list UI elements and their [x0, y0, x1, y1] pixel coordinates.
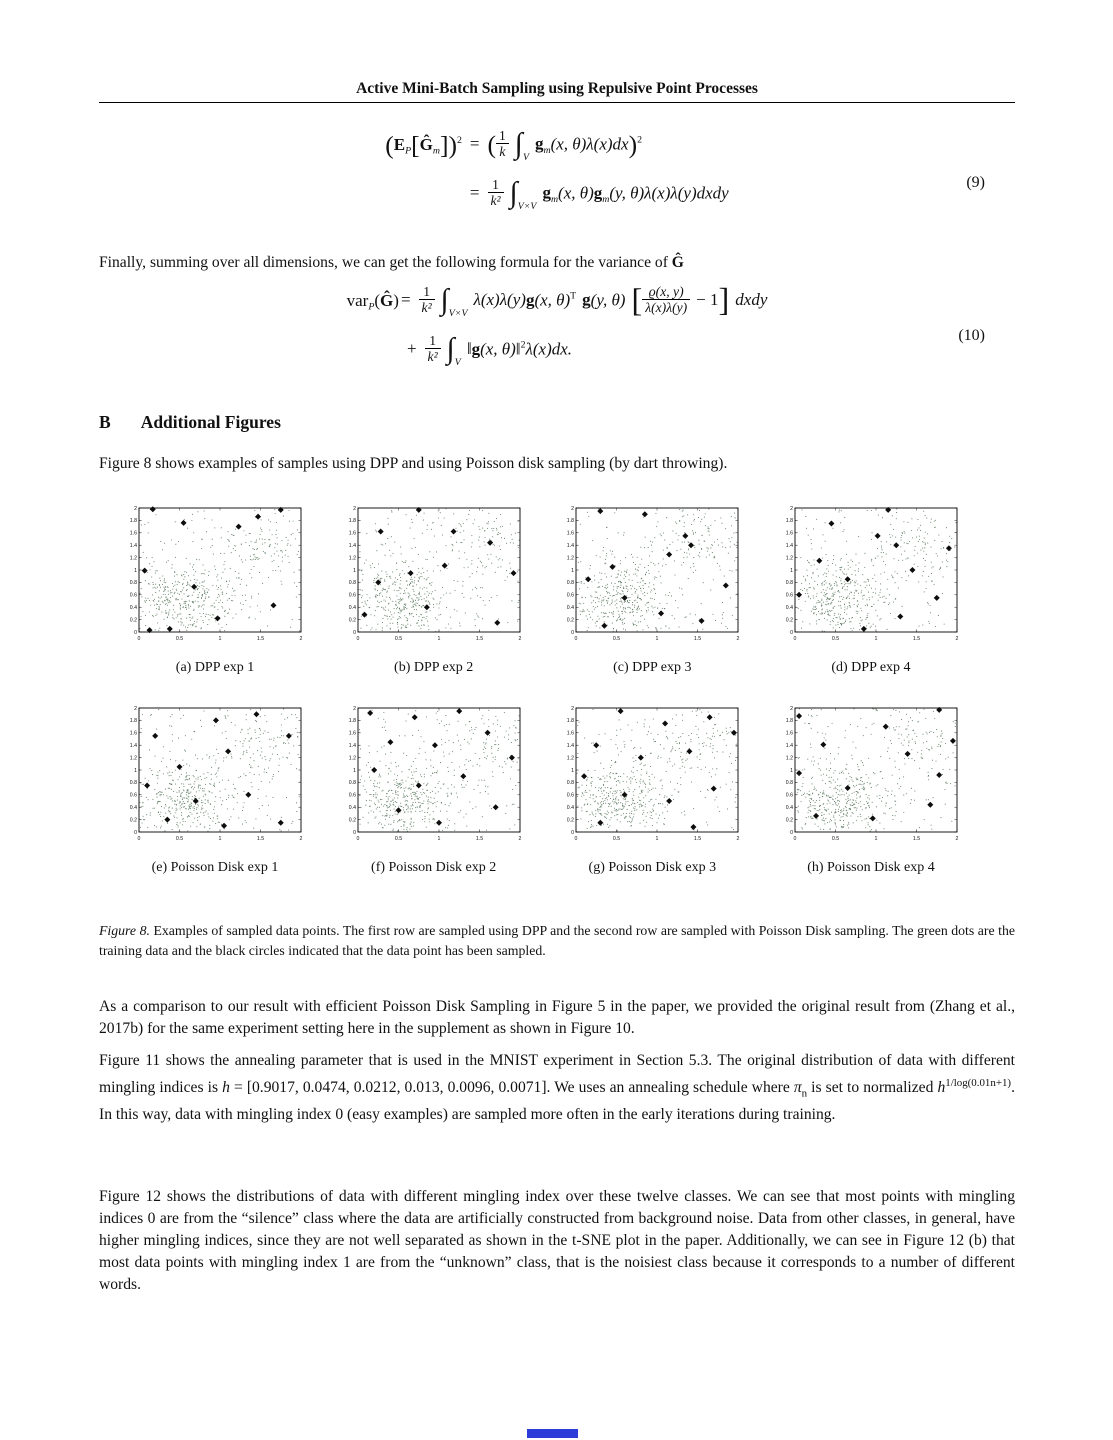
svg-text:0.5: 0.5	[394, 836, 402, 842]
svg-text:0: 0	[793, 636, 797, 642]
svg-text:1: 1	[874, 636, 878, 642]
svg-text:1: 1	[790, 767, 793, 774]
plot-caption: (h) Poisson Disk exp 4	[807, 860, 935, 875]
paragraph-comparison: As a comparison to our result with efficient Poisson Disk Sampling in Figure 5 in the paper, we provided the original result from (Zhang et al., 2017b) for the same experiment setting here in the supplement as shown in Figure 10.	[99, 998, 1015, 1037]
svg-text:0.8: 0.8	[785, 780, 793, 787]
plot-caption: (a) DPP exp 1	[175, 660, 255, 675]
svg-text:0.5: 0.5	[613, 636, 621, 642]
svg-text:1.8: 1.8	[348, 518, 356, 525]
equation-10	[99, 281, 1015, 388]
svg-text:1.5: 1.5	[475, 636, 483, 642]
svg-text:0.6: 0.6	[785, 792, 793, 799]
svg-text:1.6: 1.6	[567, 530, 575, 537]
svg-text:0.4: 0.4	[348, 605, 356, 611]
plot-column	[560, 704, 744, 876]
eq9-lhs: $(E_P[Ĝ_m])^2$	[385, 130, 462, 160]
svg-text:1.8: 1.8	[129, 518, 137, 525]
svg-text:1: 1	[874, 836, 878, 842]
svg-text:2: 2	[134, 705, 137, 712]
svg-text:0.4: 0.4	[348, 805, 356, 811]
plot-column	[560, 504, 744, 676]
svg-text:0: 0	[571, 629, 575, 636]
svg-text:0.6: 0.6	[348, 792, 356, 799]
svg-text:1.4: 1.4	[348, 743, 356, 749]
svg-text:1.4: 1.4	[129, 743, 137, 749]
svg-text:2: 2	[299, 636, 303, 642]
plot-column	[779, 504, 963, 676]
svg-text:1.8: 1.8	[785, 518, 793, 525]
svg-text:0.2: 0.2	[785, 617, 793, 624]
svg-text:0.6: 0.6	[129, 592, 137, 599]
svg-text:2: 2	[955, 836, 959, 842]
svg-text:0.2: 0.2	[567, 817, 575, 824]
svg-text:0.8: 0.8	[348, 780, 356, 787]
scatter-plot	[560, 704, 744, 846]
section-heading-b: B Additional Figures	[99, 412, 281, 432]
svg-text:0.2: 0.2	[348, 617, 356, 624]
svg-text:1.2: 1.2	[785, 555, 793, 562]
svg-text:0.8: 0.8	[129, 580, 137, 587]
svg-text:1.6: 1.6	[348, 530, 356, 537]
svg-text:1.6: 1.6	[129, 530, 137, 537]
svg-text:1: 1	[437, 636, 441, 642]
svg-text:1.4: 1.4	[785, 543, 793, 549]
svg-text:1.4: 1.4	[129, 543, 137, 549]
svg-text:2: 2	[134, 505, 137, 512]
svg-text:1.2: 1.2	[567, 555, 575, 562]
figure8-row-poisson	[123, 704, 963, 876]
paragraph-finally: Finally, summing over all dimensions, we can get the following formula for the variance of Ĝ	[99, 254, 684, 271]
svg-text:0: 0	[790, 629, 793, 636]
svg-text:0.5: 0.5	[394, 636, 402, 642]
svg-text:1.5: 1.5	[475, 836, 483, 842]
svg-text:0.8: 0.8	[567, 580, 575, 587]
eq9-rhs-line1: = ( $\frac{1}{k}$ $\int_Vg_m(x$, θ)λ(x)dx)$^2$	[469, 126, 642, 163]
svg-text:1: 1	[790, 567, 793, 574]
figure8-caption: Figure 8. Examples of sampled data points. The first row are sampled using DPP and the second row are sampled with Poisson Disk sampling. The green dots are the training data and the black circles indicated that the data point has been sampled.	[99, 923, 1015, 958]
scatter-plot	[342, 504, 526, 646]
svg-text:1.2: 1.2	[785, 755, 793, 762]
svg-text:0: 0	[352, 629, 356, 636]
svg-text:1.2: 1.2	[348, 555, 356, 562]
plot-column	[123, 504, 307, 676]
svg-text:0.5: 0.5	[831, 836, 840, 842]
svg-text:1.5: 1.5	[256, 636, 265, 642]
svg-text:0.2: 0.2	[567, 617, 575, 624]
svg-text:1.4: 1.4	[567, 743, 575, 749]
svg-text:0.8: 0.8	[348, 580, 356, 587]
svg-text:0.8: 0.8	[129, 780, 137, 787]
plot-column	[342, 704, 526, 876]
svg-text:0.5: 0.5	[613, 836, 621, 842]
svg-text:1: 1	[571, 567, 575, 574]
svg-text:0: 0	[134, 629, 137, 636]
svg-text:1: 1	[134, 767, 137, 774]
plot-caption: (c) DPP exp 3	[613, 660, 692, 675]
svg-text:0: 0	[352, 829, 356, 836]
svg-text:0.4: 0.4	[567, 805, 575, 811]
svg-text:0: 0	[571, 829, 575, 836]
header-rule	[99, 102, 1015, 103]
svg-text:1.6: 1.6	[785, 730, 793, 737]
plot-column	[779, 704, 963, 876]
svg-text:1.2: 1.2	[129, 755, 137, 762]
plot-column	[123, 704, 307, 876]
figure8-row-dpp	[123, 504, 963, 676]
svg-text:0: 0	[793, 836, 797, 842]
svg-text:1.5: 1.5	[912, 836, 921, 842]
plot-caption: (b) DPP exp 2	[394, 660, 474, 675]
svg-text:0.2: 0.2	[785, 817, 793, 824]
svg-text:1: 1	[218, 636, 222, 642]
svg-text:1.4: 1.4	[785, 743, 793, 749]
svg-text:0.4: 0.4	[785, 805, 793, 811]
integral-icon: ∫	[446, 331, 455, 365]
svg-text:0.5: 0.5	[831, 636, 840, 642]
svg-text:1.8: 1.8	[567, 718, 575, 725]
svg-text:2: 2	[790, 705, 793, 712]
svg-text:2: 2	[736, 836, 740, 842]
scatter-plot	[779, 504, 963, 646]
equation-9	[99, 128, 1015, 238]
svg-text:0: 0	[790, 829, 793, 836]
scatter-plot	[123, 504, 307, 646]
scatter-plot	[560, 504, 744, 646]
svg-text:0: 0	[134, 829, 137, 836]
svg-text:2: 2	[790, 505, 793, 512]
svg-text:1.8: 1.8	[785, 718, 793, 725]
svg-text:0: 0	[574, 636, 578, 642]
svg-text:1.2: 1.2	[129, 555, 137, 562]
running-title: Active Mini-Batch Sampling using Repulsive Point Processes	[356, 80, 758, 97]
integral-icon: ∫	[509, 175, 518, 209]
integral-icon: ∫	[514, 126, 523, 160]
svg-text:0: 0	[356, 636, 360, 642]
eq10-rhs-line2: + $\frac{1}{\text{k²}}$ $\int_V‖g(x$, θ)‖$^2$λ(x)dx.	[406, 331, 573, 368]
svg-text:0: 0	[356, 836, 360, 842]
svg-text:1.8: 1.8	[348, 718, 356, 725]
svg-text:1: 1	[218, 836, 222, 842]
link-annotation-artifact	[527, 1429, 578, 1438]
svg-text:0.6: 0.6	[567, 792, 575, 799]
svg-text:2: 2	[736, 636, 740, 642]
svg-text:2: 2	[955, 636, 959, 642]
svg-text:1.5: 1.5	[912, 636, 921, 642]
svg-text:0.4: 0.4	[129, 605, 137, 611]
svg-text:0: 0	[574, 836, 578, 842]
svg-text:1.4: 1.4	[348, 543, 356, 549]
svg-text:1: 1	[134, 567, 137, 574]
svg-text:1.6: 1.6	[129, 730, 137, 737]
svg-text:1: 1	[352, 767, 356, 774]
plot-caption: (e) Poisson Disk exp 1	[151, 860, 279, 875]
svg-text:0.8: 0.8	[567, 780, 575, 787]
svg-text:2: 2	[518, 636, 522, 642]
svg-text:1.5: 1.5	[694, 636, 702, 642]
svg-text:2: 2	[571, 705, 575, 712]
svg-text:2: 2	[299, 836, 303, 842]
svg-text:0.6: 0.6	[567, 592, 575, 599]
paragraph-mingling: Figure 12 shows the distributions of data with different mingling index over these twelve classes. We can see that most points with mingling indices 0 are from the “silence” class where the data are artificially constructed from background noise. Data from other classes, in general, have higher mingling indices, since they are not well separated as shown in the t-SNE plot in the paper. Additionally, we can see in Figure 12 (b) that most data points with mingling index 1 are from the “unknown” class, that is the noisiest class because it corresponds to a number of different words.	[99, 1188, 1015, 1293]
svg-text:1: 1	[352, 567, 356, 574]
eq10-lhs: var$_P$(Ĝ)	[346, 290, 399, 313]
svg-text:2: 2	[571, 505, 575, 512]
eq10-rhs-line1: = $\frac{1}{\text{k²}}$ $\int_{V\times V}\lambda(x)\lambda(y)g(x$, θ)$^T$ g(y, θ) [ $\frac{ϱ(x, y)}{\lambda(x)\lambda(y)}$ − 1] dxdy	[400, 281, 768, 319]
scatter-plot	[779, 704, 963, 846]
svg-text:1.2: 1.2	[567, 755, 575, 762]
figure8-caption-label: Figure 8.	[99, 923, 150, 938]
svg-text:0.5: 0.5	[175, 836, 184, 842]
svg-text:1: 1	[655, 636, 659, 642]
svg-text:1.2: 1.2	[348, 755, 356, 762]
paragraph-figure8-intro: Figure 8 shows examples of samples using DPP and using Poisson disk sampling (by dart throwing).	[99, 455, 728, 472]
eq9-rhs-line2: = $\frac{1}{\text{k²}}$ $\int_{V\times V}g_m(x$, $\theta)g_m(y$, θ)λ(x)λ(y)dxdy	[469, 175, 729, 212]
svg-text:1.6: 1.6	[348, 730, 356, 737]
svg-text:0.4: 0.4	[567, 605, 575, 611]
svg-text:0.6: 0.6	[785, 592, 793, 599]
svg-text:0: 0	[137, 836, 141, 842]
svg-text:1.6: 1.6	[785, 530, 793, 537]
svg-text:1: 1	[437, 836, 441, 842]
plot-caption: (f) Poisson Disk exp 2	[371, 860, 497, 875]
equation-number-9: (9)	[966, 174, 985, 191]
scatter-plot	[123, 704, 307, 846]
svg-text:2: 2	[352, 705, 356, 712]
svg-text:0.2: 0.2	[129, 817, 137, 824]
svg-text:0.4: 0.4	[785, 605, 793, 611]
equation-number-10: (10)	[958, 327, 985, 344]
svg-text:1.4: 1.4	[567, 543, 575, 549]
svg-text:0.6: 0.6	[129, 792, 137, 799]
integral-icon: ∫	[440, 282, 449, 316]
scatter-plot	[342, 704, 526, 846]
svg-text:1.5: 1.5	[694, 836, 702, 842]
svg-text:0.6: 0.6	[348, 592, 356, 599]
paragraph-annealing: Figure 11 shows the annealing parameter that is used in the MNIST experiment in Section 5.3. The original distribution of data with different mingling indices is h = [0.9017, 0.0474, 0.0212, 0.013, 0.0096, 0.0071]. We uses an annealing schedule where $\pi_n$ is set to normalized $h^{1/log(0.01n+1)}$. In this way, data with mingling index 0 (easy examples) are sampled more often in the early iterations during training.	[99, 1052, 1015, 1124]
svg-text:1.5: 1.5	[256, 836, 265, 842]
svg-text:0.4: 0.4	[129, 805, 137, 811]
svg-text:2: 2	[518, 836, 522, 842]
svg-text:0.8: 0.8	[785, 580, 793, 587]
svg-text:0.5: 0.5	[175, 636, 184, 642]
plot-column	[342, 504, 526, 676]
svg-text:1: 1	[655, 836, 659, 842]
svg-text:1.6: 1.6	[567, 730, 575, 737]
svg-text:1.8: 1.8	[129, 718, 137, 725]
svg-text:2: 2	[352, 505, 356, 512]
svg-text:0.2: 0.2	[129, 617, 137, 624]
plot-caption: (g) Poisson Disk exp 3	[588, 860, 717, 875]
svg-text:1.8: 1.8	[567, 518, 575, 525]
svg-text:1: 1	[571, 767, 575, 774]
svg-text:0: 0	[137, 636, 141, 642]
plot-caption: (d) DPP exp 4	[831, 660, 911, 675]
svg-text:0.2: 0.2	[348, 817, 356, 824]
